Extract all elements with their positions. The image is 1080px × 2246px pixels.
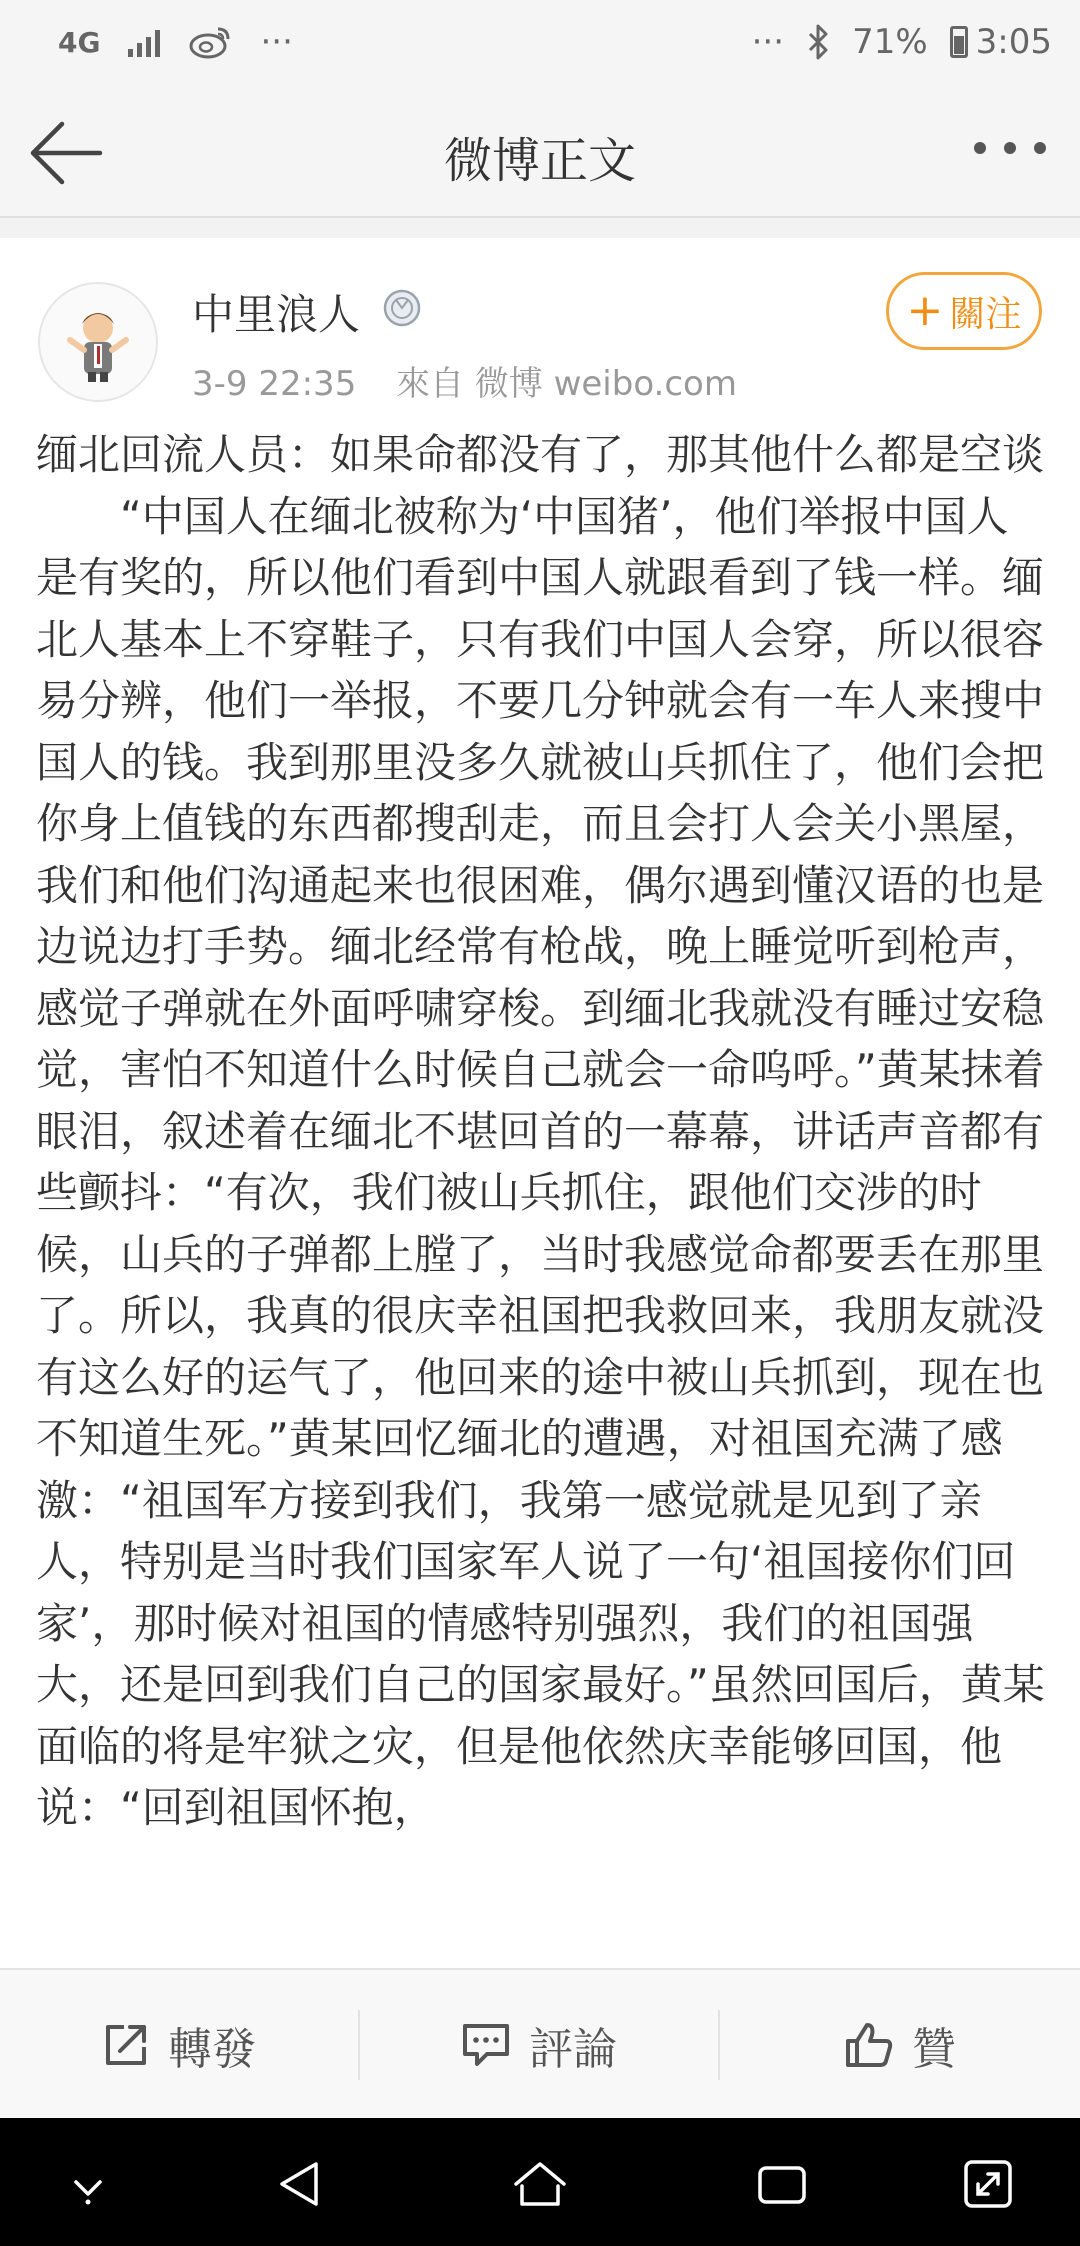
status-more-right: ··· xyxy=(751,22,785,62)
avatar-image xyxy=(40,284,156,400)
repost-button[interactable] xyxy=(0,1970,358,2120)
post-card xyxy=(0,238,1080,1968)
thumbs-up-icon xyxy=(844,2021,894,2069)
status-bar xyxy=(0,0,1080,90)
status-more-left: ··· xyxy=(260,22,293,62)
repost-label: 轉發 xyxy=(168,2024,256,2075)
like-button[interactable] xyxy=(720,1970,1080,2120)
comment-icon xyxy=(461,2022,511,2068)
plus-icon: + xyxy=(906,285,944,336)
post-meta xyxy=(192,356,737,405)
battery-percent: 71% xyxy=(852,22,928,62)
signal-icon xyxy=(128,27,160,57)
back-nav-icon[interactable] xyxy=(270,2154,330,2214)
comment-label: 評論 xyxy=(529,2024,617,2075)
like-label: 贊 xyxy=(912,2024,956,2075)
home-icon[interactable] xyxy=(510,2154,570,2214)
share-icon xyxy=(102,2021,150,2069)
medal-badge-icon[interactable] xyxy=(382,288,422,328)
expand-icon[interactable] xyxy=(958,2154,1018,2214)
weibo-icon xyxy=(188,25,232,59)
follow-button[interactable] xyxy=(886,272,1042,350)
bluetooth-icon xyxy=(806,24,830,60)
follow-label: 關注 xyxy=(949,293,1022,335)
nav-bar xyxy=(0,90,1080,218)
action-bar xyxy=(0,1968,1080,2120)
system-nav-bar xyxy=(0,2118,1080,2246)
battery-icon xyxy=(950,26,968,58)
more-options-icon[interactable] xyxy=(974,142,1046,154)
avatar[interactable] xyxy=(38,282,158,402)
username[interactable]: 中里浪人 xyxy=(192,290,361,339)
post-source: 來自 微博 weibo.com xyxy=(395,364,737,404)
post-text: 缅北回流人员：如果命都没有了，那其他什么都是空谈 “中国人在缅北被称为‘中国猪’，他们举报中国人是有奖的，所以他们看到中国人就跟看到了钱一样。缅北人基本上不穿鞋子，只有我们中国人会穿，所以很容易分辨，他们一举报，不要几分钟就会有一车人来搜中国人的钱。我到那里没多久就被山兵抓住了，他们会把你身上值钱的东西都搜刮走，而且会打人会关小黑屋，我们和他们沟通起来也很困难，偶尔遇到懂汉语的也是边说边打手势。缅北经常有枪战，晚上睡觉听到枪声，感觉子弹就在外面呼啸穿梭。到缅北我就没有睡过安稳觉，害怕不知道什么时候自己就会一命呜呼。”黄某抹着眼泪，叙述着在缅北不堪回首的一幕幕，讲话声音都有些颤抖：“有次，我们被山兵抓住，跟他们交涉的时候，山兵的子弹都上膛了，当时我感觉命都要丢在那里了。所以，我真的很庆幸祖国把我救回来，我朋友就没有这么好的运气了，他回来的途中被山兵抓到，现在也不知道生死。”黄某回忆缅北的遭遇，对祖国充满了感激：“祖国军方接到我们，我第一感觉就是见到了亲人，特别是当时我们国家军人说了一句‘祖国接你们回家’，那时候对祖国的情感特别强烈，我们的祖国强大，还是回到我们自己的国家最好。”虽然回国后，黄某面临的将是牢狱之灾，但是他依然庆幸能够回国，他说：“回到祖国怀抱， xyxy=(36,430,1045,1832)
hide-keyboard-icon[interactable] xyxy=(58,2154,118,2214)
comment-button[interactable] xyxy=(360,1970,718,2120)
clock: 3:05 xyxy=(975,22,1052,62)
network-indicator: 4G xyxy=(58,25,101,59)
post-time: 3-9 22:35 xyxy=(192,364,357,404)
page-title: 微博正文 xyxy=(443,133,636,189)
recent-apps-icon[interactable] xyxy=(752,2154,812,2214)
